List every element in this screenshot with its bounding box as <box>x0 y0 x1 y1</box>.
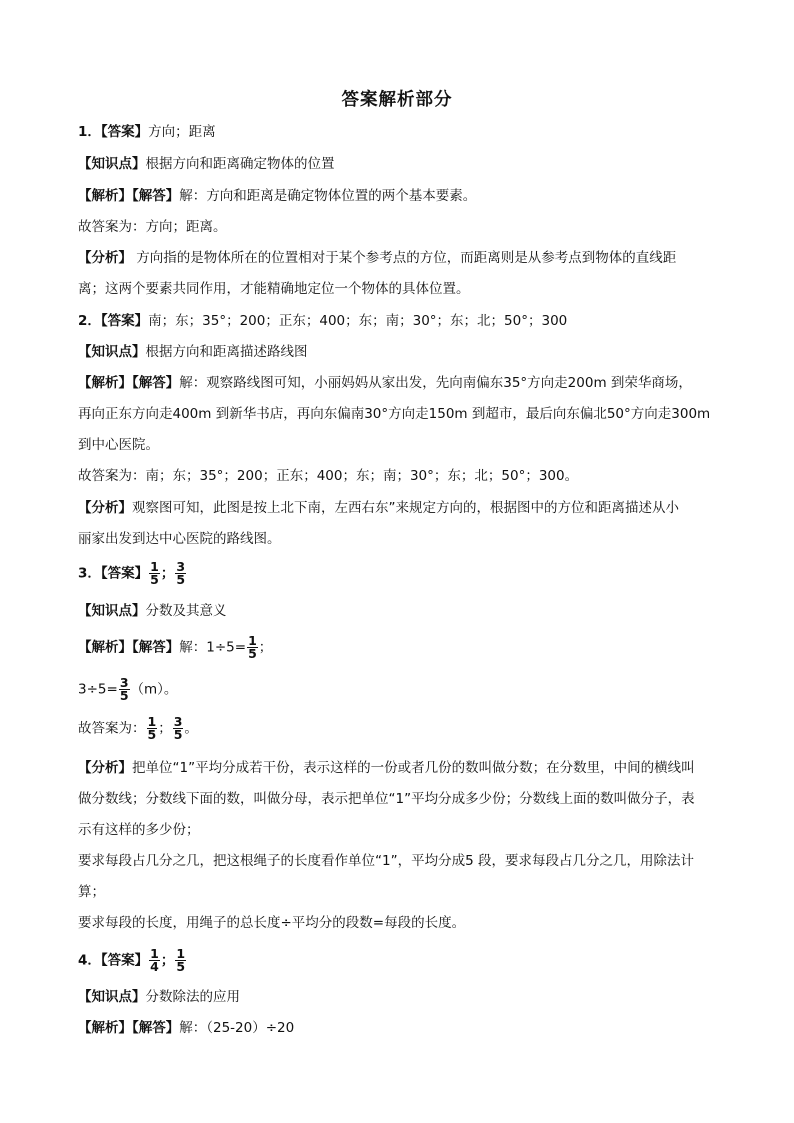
q1-answer-line <box>78 121 748 143</box>
fraction-numerator: 3 <box>173 714 183 729</box>
q2-solution-line-3: 到中心医院。 <box>78 437 159 453</box>
q4-answer-fraction-2 <box>175 948 186 973</box>
q2-solution-line-2: 再向正东方向走400m 到新华书店，再向东偏南30°方向走150m 到超市，最后向东偏北50°方向走300m <box>78 406 711 422</box>
q3-answer-line <box>78 561 748 586</box>
q2-knowledge-line <box>78 341 748 363</box>
q1-analysis-tag: 【分析】 <box>78 250 132 266</box>
q2-answer-tag: 【答案】 <box>100 313 149 329</box>
q1-number: 1． <box>78 124 101 140</box>
fraction-numerator: 3 <box>119 675 129 690</box>
fraction-numerator: 3 <box>176 559 186 574</box>
fraction-numerator: 1 <box>150 946 159 961</box>
q3-knowledge-line <box>78 600 748 622</box>
q1-solution-tag: 【解析】【解答】 <box>78 188 180 204</box>
q4-solution-tag: 【解析】【解答】 <box>78 1020 180 1036</box>
q3-solution-fraction <box>247 635 258 660</box>
q3-answer-fraction-1 <box>149 561 160 586</box>
q4-answer-line <box>78 948 748 973</box>
q4-number: 4． <box>78 952 101 969</box>
q2-solution-1: 解：观察路线图可知，小丽妈妈从家出发，先向南偏东35°方向走200m 到荣华商场， <box>179 375 692 391</box>
fraction-denominator: 5 <box>147 727 157 742</box>
q3-line2-suffix: （m）。 <box>130 681 178 698</box>
q3-answer-tag: 【答案】 <box>100 565 149 582</box>
q2-knowledge: 根据方向和距离描述路线图 <box>145 344 308 360</box>
q2-conclusion: 故答案为：南；东；35°；200；正东；400；东；南；30°；东；北；50°；300。 <box>78 468 579 484</box>
q4-knowledge-line <box>78 986 748 1008</box>
q3-analysis-line-4: 要求每段占几分之几，把这根绳子的长度看作单位“1”，平均分成5 段，要求每段占几分之几，用除法计 <box>78 853 694 869</box>
q3-answer-fraction-2 <box>175 561 186 586</box>
q1-conclusion: 故答案为：方向；距离。 <box>78 219 227 235</box>
q3-knowledge: 分数及其意义 <box>145 603 227 619</box>
q3-answer-separator: ； <box>160 565 175 582</box>
q3-solution-suffix: ； <box>258 639 273 656</box>
q3-number: 3． <box>78 565 101 582</box>
q4-solution-line <box>78 1017 748 1039</box>
fraction-denominator: 5 <box>119 688 129 703</box>
q3-line2-fraction <box>119 677 130 702</box>
fraction-denominator: 5 <box>176 572 186 587</box>
q3-analysis-line-3: 示有这样的多少份； <box>78 822 200 838</box>
q2-solution-line-1 <box>78 372 748 394</box>
q3-solution-tag: 【解析】【解答】 <box>78 639 180 656</box>
q2-analysis-tag: 【分析】 <box>78 500 132 516</box>
q1-analysis-line-2: 离；这两个要素共同作用，才能精确地定位一个物体的具体位置。 <box>78 281 470 297</box>
q3-analysis-line-1 <box>78 757 748 779</box>
q3-conclusion-prefix: 故答案为： <box>78 720 146 737</box>
q2-analysis-line-1 <box>78 497 748 519</box>
q3-conclusion-fraction-1 <box>147 716 158 741</box>
q4-answer-fraction-1 <box>149 948 160 973</box>
fraction-numerator: 1 <box>150 559 159 574</box>
q1-knowledge-line <box>78 153 748 175</box>
q2-answer-line <box>78 310 748 332</box>
q1-answer: 方向；距离 <box>148 124 216 140</box>
q3-analysis-line-2: 做分数线；分数线下面的数，叫做分母，表示把单位“1”平均分成多少份；分数线上面的数叫做分子，表 <box>78 791 695 807</box>
fraction-denominator: 5 <box>248 646 257 661</box>
q3-solution-line-2 <box>78 677 748 702</box>
q1-analysis-line-1 <box>78 247 748 269</box>
q3-solution-prefix: 解：1÷5= <box>179 639 247 656</box>
q1-knowledge-tag: 【知识点】 <box>78 156 146 172</box>
q3-conclusion-separator: ； <box>158 720 172 737</box>
q1-answer-tag: 【答案】 <box>100 124 149 140</box>
q3-analysis-tag: 【分析】 <box>78 760 132 776</box>
q4-answer-separator: ； <box>160 952 175 969</box>
q3-conclusion-line <box>78 716 748 741</box>
q2-answer: 南；东；35°；200；正东；400；东；南；30°；东；北；50°；300 <box>148 313 568 329</box>
q1-solution-line <box>78 185 748 207</box>
fraction-numerator: 1 <box>176 946 186 961</box>
q1-analysis-1: 方向指的是物体所在的位置相对于某个参考点的方位，而距离则是从参考点到物体的直线距 <box>132 250 677 266</box>
q2-number: 2． <box>78 313 101 329</box>
q4-knowledge: 分数除法的应用 <box>145 989 240 1005</box>
q4-solution: 解：（25-20）÷20 <box>179 1020 295 1036</box>
q3-analysis-line-5: 算； <box>78 884 105 900</box>
q4-knowledge-tag: 【知识点】 <box>78 989 146 1005</box>
q3-analysis-1: 把单位“1”平均分成若干份，表示这样的一份或者几份的数叫做分数；在分数里，中间的横线叫 <box>132 760 695 776</box>
q3-solution-line <box>78 635 748 660</box>
q1-knowledge: 根据方向和距离确定物体的位置 <box>145 156 335 172</box>
q3-conclusion-fraction-2 <box>173 716 184 741</box>
fraction-denominator: 4 <box>150 959 159 974</box>
page-title: 答案解析部分 <box>341 90 453 110</box>
fraction-denominator: 5 <box>173 727 183 742</box>
q4-answer-tag: 【答案】 <box>100 952 149 969</box>
fraction-denominator: 5 <box>176 959 186 974</box>
q1-solution: 解：方向和距离是确定物体位置的两个基本要素。 <box>179 188 477 204</box>
q2-analysis-1: 观察图可知，此图是按上北下南，左西右东”来规定方向的，根据图中的方位和距离描述从小 <box>132 500 679 516</box>
q3-analysis-line-6: 要求每段的长度，用绳子的总长度÷平均分的段数=每段的长度。 <box>78 915 466 931</box>
fraction-numerator: 1 <box>248 633 257 648</box>
q2-solution-tag: 【解析】【解答】 <box>78 375 180 391</box>
q3-conclusion-suffix: 。 <box>184 720 198 737</box>
fraction-denominator: 5 <box>150 572 159 587</box>
q2-knowledge-tag: 【知识点】 <box>78 344 146 360</box>
q3-knowledge-tag: 【知识点】 <box>78 603 146 619</box>
fraction-numerator: 1 <box>147 714 157 729</box>
q2-analysis-line-2: 丽家出发到达中心医院的路线图。 <box>78 531 281 547</box>
q3-line2-prefix: 3÷5= <box>78 681 118 698</box>
